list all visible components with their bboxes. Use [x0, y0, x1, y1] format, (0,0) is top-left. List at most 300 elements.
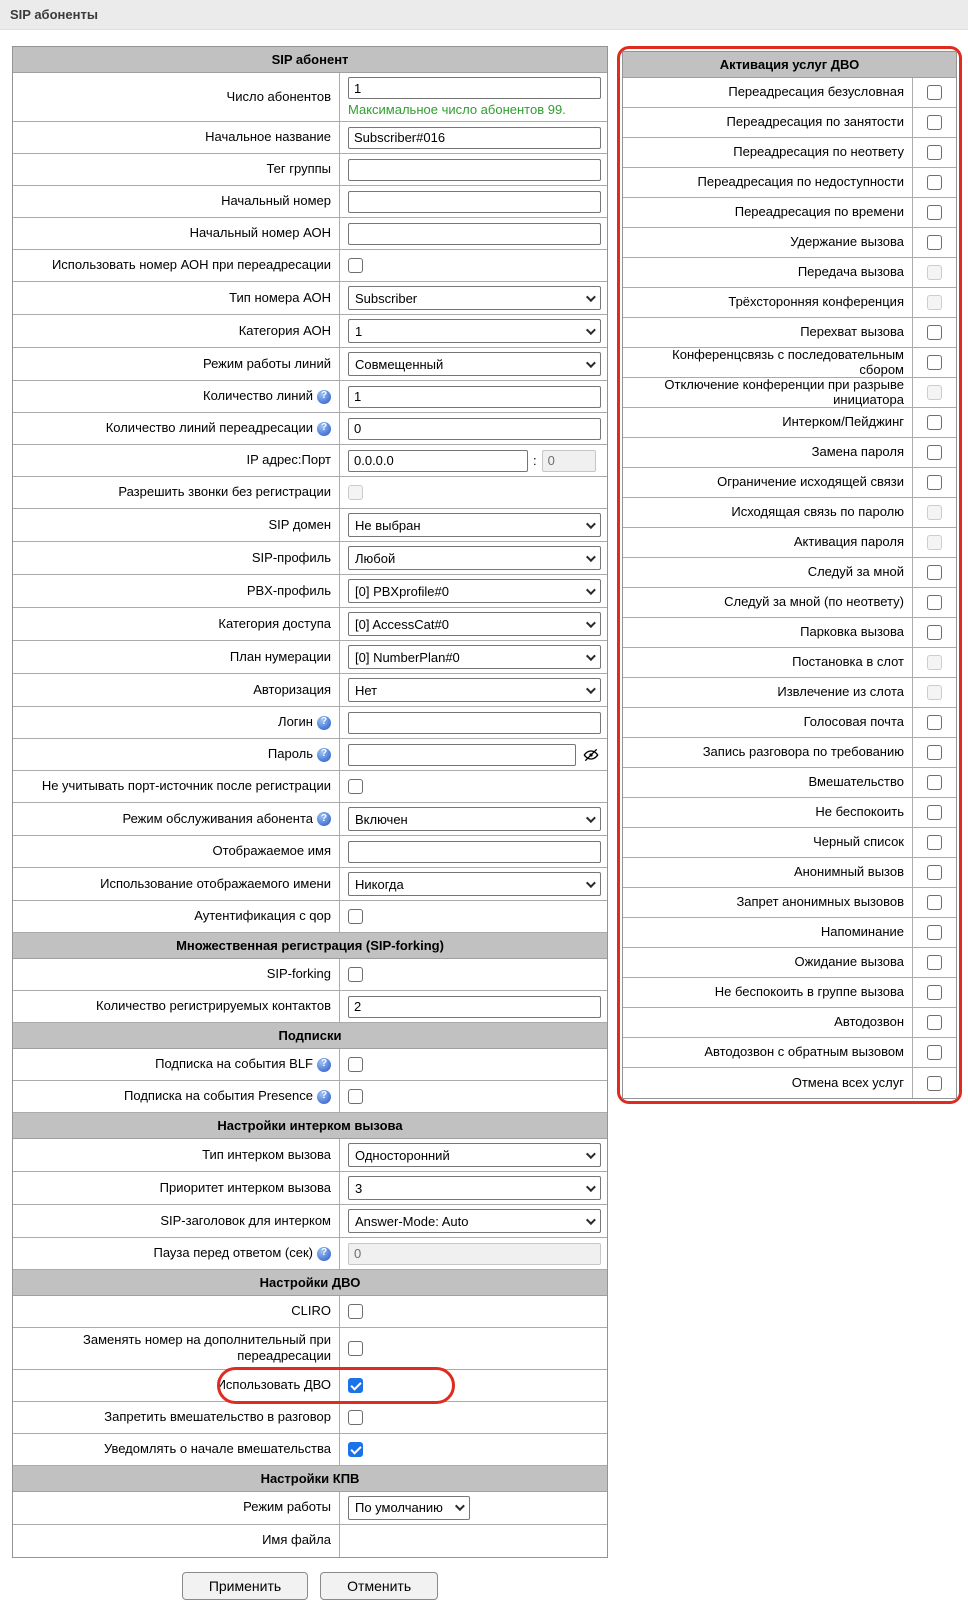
- field-label: [13, 315, 339, 347]
- service-checkbox[interactable]: [927, 1015, 942, 1030]
- service-row: [623, 588, 956, 618]
- service-checkbox-cell: [912, 348, 956, 377]
- service-checkbox[interactable]: [927, 145, 942, 160]
- label-text: Заменять номер на дополнительный при переадресации: [83, 1332, 331, 1364]
- service-checkbox[interactable]: [927, 595, 942, 610]
- field-cell: [339, 1172, 609, 1204]
- service-label: Автодозвон с обратным вызовом: [704, 1044, 904, 1060]
- service-checkbox: [927, 535, 942, 550]
- label-text: Количество линий переадресации: [105, 420, 313, 436]
- left-column: [12, 46, 608, 1610]
- dropdown-select[interactable]: [348, 807, 601, 831]
- service-checkbox-cell: [912, 648, 956, 677]
- field-label: [13, 250, 339, 281]
- label-text: Использование отображаемого имени: [100, 875, 331, 891]
- form-row: [13, 901, 607, 933]
- help-icon[interactable]: ?: [317, 1058, 331, 1072]
- service-checkbox-cell: [912, 828, 956, 857]
- form-row: [13, 739, 607, 771]
- field-label: [13, 868, 339, 900]
- button-row: [12, 1572, 608, 1600]
- text-input: [348, 1243, 601, 1265]
- service-label: Извлечение из слота: [777, 684, 904, 700]
- page-header-bar: [0, 0, 968, 30]
- text-input[interactable]: [348, 841, 601, 863]
- label-text: Категория АОН: [238, 322, 331, 338]
- field-label: [13, 381, 339, 412]
- dropdown-select[interactable]: [348, 645, 601, 669]
- select-value: [0] NumberPlan#0: [355, 649, 460, 665]
- service-checkbox: [927, 685, 942, 700]
- service-checkbox[interactable]: [927, 445, 942, 460]
- form-row: [13, 707, 607, 739]
- service-label: Ожидание вызова: [794, 954, 904, 970]
- label-text: Пароль: [267, 746, 313, 762]
- field-label: [13, 122, 339, 153]
- field-label: [13, 348, 339, 380]
- service-label: Автодозвон: [834, 1014, 904, 1030]
- ip-address-input[interactable]: [348, 450, 528, 472]
- checkbox: [348, 485, 363, 500]
- text-input[interactable]: [348, 127, 601, 149]
- dvo-service-list: [623, 78, 956, 1098]
- service-label: Анонимный вызов: [793, 864, 904, 880]
- field-cell: [339, 315, 609, 347]
- field-cell: [339, 122, 609, 153]
- field-label: [13, 707, 339, 738]
- checkbox[interactable]: [348, 909, 363, 924]
- service-label: Не беспокоить в группе вызова: [714, 984, 904, 1000]
- select-value: Subscriber: [355, 290, 418, 306]
- label-text: Тип интерком вызова: [202, 1146, 331, 1162]
- label-text: Использовать номер АОН при переадресации: [51, 257, 331, 273]
- field-cell: [339, 1402, 607, 1433]
- field-label: [13, 1049, 339, 1080]
- service-row: [623, 978, 956, 1008]
- dropdown-select[interactable]: [348, 513, 601, 537]
- section-header: Настройки КПВ: [13, 1466, 607, 1492]
- field-cell: [339, 1296, 607, 1327]
- dropdown-select[interactable]: [348, 872, 601, 896]
- field-label: [13, 509, 339, 541]
- service-checkbox-cell: [912, 498, 956, 527]
- field-label: [13, 1139, 339, 1171]
- service-checkbox[interactable]: [927, 475, 942, 490]
- hint-text: Максимальное число абонентов 99.: [348, 102, 566, 117]
- field-cell: [339, 1492, 607, 1524]
- service-label: Трёхсторонняя конференция: [728, 294, 904, 310]
- service-label: Замена пароля: [811, 444, 904, 460]
- field-cell: [339, 739, 607, 770]
- service-row: [623, 1008, 956, 1038]
- dropdown-select[interactable]: [348, 1143, 601, 1167]
- field-cell: [339, 1370, 607, 1401]
- text-input[interactable]: [348, 712, 601, 734]
- checkbox[interactable]: [348, 779, 363, 794]
- service-label: Вмешательство: [808, 774, 904, 790]
- form-row: [13, 991, 607, 1023]
- help-icon[interactable]: ?: [317, 716, 331, 730]
- service-checkbox[interactable]: [927, 115, 942, 130]
- checkbox[interactable]: [348, 1304, 363, 1319]
- dropdown-select[interactable]: [348, 319, 601, 343]
- service-row: [623, 198, 956, 228]
- service-row: [623, 108, 956, 138]
- dropdown-select[interactable]: [348, 612, 601, 636]
- form-row: [13, 803, 607, 836]
- label-text: Уведомлять о начале вмешательства: [103, 1440, 331, 1456]
- field-cell: [339, 250, 607, 281]
- label-text: Отображаемое имя: [212, 843, 331, 859]
- form-row: [13, 771, 607, 803]
- field-cell: [339, 1328, 607, 1369]
- form-row: [13, 477, 607, 509]
- label-text: Тип номера АОН: [229, 289, 331, 305]
- dvo-services-highlight-outline: [617, 46, 962, 1104]
- service-checkbox: [927, 655, 942, 670]
- service-checkbox-cell: [912, 978, 956, 1007]
- field-label: [13, 1238, 339, 1269]
- field-cell: [339, 1434, 607, 1465]
- form-row: [13, 1492, 607, 1525]
- help-icon[interactable]: ?: [317, 1247, 331, 1261]
- service-checkbox-cell: [912, 798, 956, 827]
- service-checkbox-cell: [912, 468, 956, 497]
- service-row: [623, 558, 956, 588]
- service-checkbox-cell: [912, 378, 956, 407]
- service-row: [623, 738, 956, 768]
- field-cell: [339, 1238, 609, 1269]
- service-checkbox: [927, 505, 942, 520]
- dropdown-select[interactable]: [348, 352, 601, 376]
- form-row: [13, 154, 607, 186]
- field-label: [13, 771, 339, 802]
- text-input[interactable]: [348, 223, 601, 245]
- service-row: [623, 378, 956, 408]
- field-label: [13, 803, 339, 835]
- service-checkbox[interactable]: [927, 1076, 942, 1091]
- label-text: Имя файла: [262, 1532, 331, 1548]
- field-label: [13, 477, 339, 508]
- field-cell: [339, 608, 609, 640]
- field-cell: [339, 1205, 609, 1237]
- section-header: Подписки: [13, 1023, 607, 1049]
- select-value: Нет: [355, 682, 378, 698]
- field-label: [13, 218, 339, 249]
- service-row: [623, 918, 956, 948]
- service-checkbox-cell: [912, 948, 956, 977]
- service-label: Переадресация безусловная: [728, 84, 904, 100]
- service-checkbox-cell: [912, 228, 956, 257]
- service-row: [623, 468, 956, 498]
- field-label: [13, 959, 339, 990]
- field-label: [13, 836, 339, 867]
- chevron-down-icon: [586, 552, 596, 562]
- service-label: Напоминание: [820, 924, 904, 940]
- form-row: [13, 1370, 607, 1402]
- form-row: [13, 73, 607, 122]
- label-text: SIP-профиль: [251, 549, 331, 565]
- service-label: Голосовая почта: [803, 714, 904, 730]
- select-value: [0] PBXprofile#0: [355, 583, 449, 599]
- service-checkbox[interactable]: [927, 85, 942, 100]
- form-row: [13, 1296, 607, 1328]
- service-label: Переадресация по неответу: [733, 144, 904, 160]
- service-row: [623, 858, 956, 888]
- service-checkbox-cell: [912, 558, 956, 587]
- form-row: [13, 413, 607, 445]
- checkbox[interactable]: [348, 1057, 363, 1072]
- service-checkbox[interactable]: [927, 745, 942, 760]
- service-checkbox-cell: [912, 138, 956, 167]
- select-value: Включен: [355, 811, 408, 827]
- label-text: Начальное название: [205, 129, 331, 145]
- service-checkbox[interactable]: [927, 175, 942, 190]
- service-checkbox-cell: [912, 408, 956, 437]
- field-label: [13, 608, 339, 640]
- form-row: [13, 1049, 607, 1081]
- page-title: SIP абоненты: [10, 7, 98, 22]
- checkbox[interactable]: [348, 967, 363, 982]
- chevron-down-icon: [586, 1149, 596, 1159]
- text-input[interactable]: [348, 159, 601, 181]
- service-label: Отмена всех услуг: [791, 1074, 904, 1090]
- dropdown-select[interactable]: [348, 678, 601, 702]
- field-label: [13, 154, 339, 185]
- help-icon[interactable]: ?: [317, 1090, 331, 1104]
- text-input[interactable]: [348, 191, 601, 213]
- label-text: Приоритет интерком вызова: [159, 1179, 331, 1195]
- service-checkbox-cell: [912, 618, 956, 647]
- service-checkbox[interactable]: [927, 715, 942, 730]
- service-checkbox[interactable]: [927, 895, 942, 910]
- field-label: [13, 186, 339, 217]
- cancel-button[interactable]: Отменить: [320, 1572, 438, 1600]
- field-cell: [339, 218, 609, 249]
- field-cell: [339, 348, 609, 380]
- service-row: [623, 498, 956, 528]
- service-row: [623, 1068, 956, 1098]
- select-value: По умолчанию: [355, 1500, 443, 1515]
- service-checkbox[interactable]: [927, 415, 942, 430]
- service-label: Отключение конференции при разрыве инициатора: [664, 377, 904, 407]
- service-checkbox[interactable]: [927, 205, 942, 220]
- field-cell: [339, 1139, 609, 1171]
- field-label: [13, 542, 339, 574]
- service-row: [623, 528, 956, 558]
- label-text: Логин: [278, 714, 313, 730]
- service-checkbox-cell: [912, 888, 956, 917]
- field-label: [13, 73, 339, 121]
- service-checkbox[interactable]: [927, 955, 942, 970]
- select-value: 1: [355, 323, 363, 339]
- text-input[interactable]: [348, 77, 601, 99]
- field-cell: [339, 868, 609, 900]
- field-cell: [339, 641, 609, 673]
- help-icon[interactable]: ?: [317, 422, 331, 436]
- chevron-down-icon: [586, 358, 596, 368]
- chevron-down-icon: [586, 325, 596, 335]
- field-cell: [339, 542, 609, 574]
- label-text: Режим обслуживания абонента: [122, 810, 313, 826]
- field-cell: [339, 991, 609, 1022]
- field-cell: [339, 381, 609, 412]
- service-label: Ограничение исходящей связи: [717, 474, 904, 490]
- service-checkbox-cell: [912, 738, 956, 767]
- service-row: [623, 768, 956, 798]
- field-cell: [339, 477, 607, 508]
- field-label: [13, 1172, 339, 1204]
- apply-button[interactable]: Применить: [182, 1572, 308, 1600]
- form-row: [13, 1238, 607, 1270]
- password-input[interactable]: [348, 744, 576, 766]
- port-input: [542, 450, 596, 472]
- field-label: [13, 739, 339, 770]
- field-label: [13, 1434, 339, 1465]
- form-row: [13, 1172, 607, 1205]
- service-checkbox[interactable]: [927, 1045, 942, 1060]
- form-row: [13, 348, 607, 381]
- form-row: [13, 959, 607, 991]
- form-row: [13, 1402, 607, 1434]
- service-row: [623, 438, 956, 468]
- service-row: [623, 708, 956, 738]
- text-input[interactable]: [348, 996, 601, 1018]
- service-row: [623, 678, 956, 708]
- label-text: Режим работы линий: [202, 355, 331, 371]
- service-checkbox[interactable]: [927, 775, 942, 790]
- label-text: SIP-forking: [266, 966, 331, 982]
- form-row: [13, 1205, 607, 1238]
- service-label: Передача вызова: [797, 264, 904, 280]
- form-row: [13, 381, 607, 413]
- service-checkbox[interactable]: [927, 565, 942, 580]
- text-input[interactable]: [348, 418, 601, 440]
- label-text: Подписка на события BLF: [155, 1056, 313, 1072]
- chevron-down-icon: [586, 1215, 596, 1225]
- service-checkbox[interactable]: [927, 625, 942, 640]
- select-value: [0] AccessCat#0: [355, 616, 449, 632]
- dropdown-select[interactable]: [348, 1176, 601, 1200]
- label-text: SIP домен: [268, 516, 331, 532]
- chevron-down-icon: [586, 1182, 596, 1192]
- checkbox[interactable]: [348, 1442, 363, 1457]
- chevron-down-icon: [455, 1501, 465, 1511]
- field-cell: [339, 674, 609, 706]
- service-checkbox-cell: [912, 78, 956, 107]
- form-row: [13, 674, 607, 707]
- select-value: Answer-Mode: Auto: [355, 1213, 469, 1229]
- select-value: 3: [355, 1180, 363, 1196]
- field-cell: [339, 901, 607, 932]
- form-row: [13, 122, 607, 154]
- service-label: Запрет анонимных вызовов: [736, 894, 904, 910]
- field-cell: [339, 509, 609, 541]
- service-row: [623, 258, 956, 288]
- service-row: [623, 168, 956, 198]
- label-text: Начальный номер: [221, 193, 331, 209]
- help-icon[interactable]: ?: [317, 390, 331, 404]
- service-label: Переадресация по занятости: [726, 114, 904, 130]
- label-text: Подписка на события Presence: [124, 1088, 313, 1104]
- dropdown-select[interactable]: [348, 286, 601, 310]
- service-label: Не беспокоить: [815, 804, 904, 820]
- text-input[interactable]: [348, 386, 601, 408]
- service-checkbox-cell: [912, 318, 956, 347]
- help-icon[interactable]: ?: [317, 812, 331, 826]
- form-row: [13, 218, 607, 250]
- service-label: Активация пароля: [793, 534, 904, 550]
- service-checkbox[interactable]: [927, 865, 942, 880]
- service-checkbox-cell: [912, 918, 956, 947]
- label-text: Разрешить звонки без регистрации: [118, 484, 331, 500]
- service-checkbox[interactable]: [927, 805, 942, 820]
- service-checkbox-cell: [912, 198, 956, 227]
- service-checkbox-cell: [912, 678, 956, 707]
- select-value: Односторонний: [355, 1147, 450, 1163]
- service-label: Исходящая связь по паролю: [731, 504, 904, 520]
- service-row: [623, 798, 956, 828]
- service-row: [623, 618, 956, 648]
- service-checkbox[interactable]: [927, 325, 942, 340]
- service-checkbox: [927, 385, 942, 400]
- content-area: [0, 30, 968, 1610]
- help-icon[interactable]: ?: [317, 748, 331, 762]
- ip-port-separator: :: [533, 453, 537, 468]
- checkbox[interactable]: [348, 258, 363, 273]
- checkbox[interactable]: [348, 1378, 363, 1393]
- service-checkbox[interactable]: [927, 235, 942, 250]
- chevron-down-icon: [586, 684, 596, 694]
- service-label: Парковка вызова: [800, 624, 904, 640]
- field-cell: [339, 73, 609, 121]
- dropdown-select[interactable]: [348, 546, 601, 570]
- field-label: [13, 1370, 339, 1401]
- checkbox[interactable]: [348, 1341, 363, 1356]
- service-checkbox-cell: [912, 258, 956, 287]
- checkbox[interactable]: [348, 1410, 363, 1425]
- dropdown-select[interactable]: [348, 579, 601, 603]
- service-checkbox[interactable]: [927, 925, 942, 940]
- eye-off-icon[interactable]: [583, 747, 599, 763]
- field-cell: [339, 771, 607, 802]
- checkbox[interactable]: [348, 1089, 363, 1104]
- label-text: План нумерации: [229, 648, 331, 664]
- select-value: Никогда: [355, 876, 404, 892]
- service-row: [623, 348, 956, 378]
- service-row: [623, 828, 956, 858]
- field-label: [13, 1525, 339, 1557]
- chevron-down-icon: [586, 651, 596, 661]
- label-text: IP адрес:Порт: [246, 452, 331, 468]
- service-checkbox: [927, 265, 942, 280]
- field-label: [13, 282, 339, 314]
- label-text: PBX-профиль: [246, 582, 331, 598]
- service-checkbox[interactable]: [927, 835, 942, 850]
- label-text: Запретить вмешательство в разговор: [104, 1408, 331, 1424]
- dropdown-select[interactable]: [348, 1496, 470, 1520]
- label-text: Пауза перед ответом (сек): [153, 1245, 313, 1261]
- dropdown-select[interactable]: [348, 1209, 601, 1233]
- label-text: Режим работы: [243, 1499, 331, 1515]
- service-checkbox[interactable]: [927, 355, 942, 370]
- field-label: [13, 413, 339, 444]
- service-checkbox-cell: [912, 588, 956, 617]
- dvo-services-panel: [622, 51, 957, 1099]
- service-checkbox[interactable]: [927, 985, 942, 1000]
- label-text: Число абонентов: [226, 88, 331, 104]
- service-row: [623, 138, 956, 168]
